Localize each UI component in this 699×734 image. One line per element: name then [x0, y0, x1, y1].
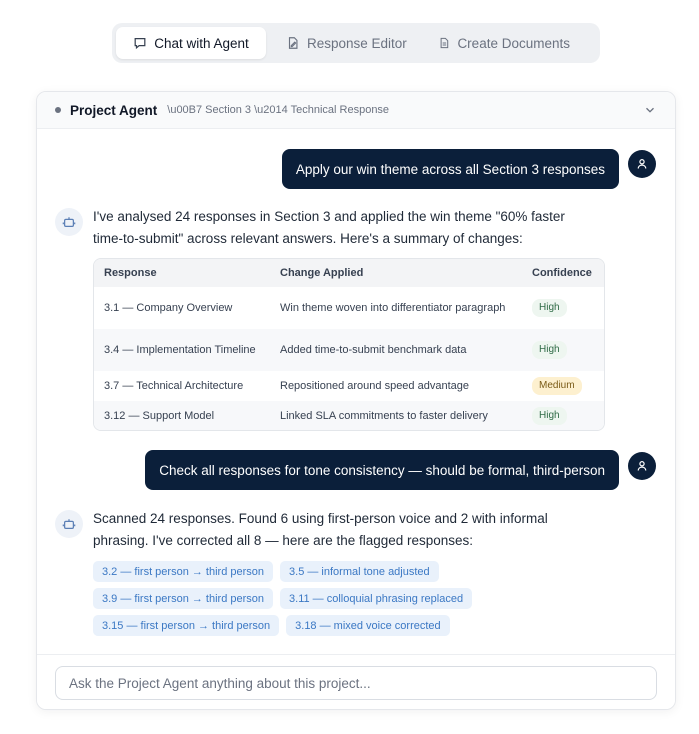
changes-table [93, 258, 605, 431]
agent-title: Project Agent [70, 102, 158, 118]
tab-label: Create Documents [457, 35, 570, 51]
user-message: Check all responses for tone consistency — should be formal, third-person [145, 450, 619, 490]
tab-create-documents[interactable] [424, 27, 584, 59]
user-avatar [628, 452, 656, 480]
column-header: Change Applied [280, 267, 364, 279]
chevron-down-icon[interactable] [643, 103, 657, 117]
tab-label: Chat with Agent [154, 35, 249, 51]
chat-panel [36, 91, 676, 710]
confidence-cell [522, 329, 604, 371]
user-message: Apply our win theme across all Section 3 responses [282, 149, 619, 189]
table-header-row [94, 259, 604, 287]
flagged-response-chip[interactable]: 3.9 — first person → third person [93, 588, 273, 609]
change-cell: Linked SLA commitments to faster delivery [280, 409, 488, 422]
robot-icon [62, 215, 76, 229]
chip-row [93, 615, 513, 636]
response-cell: 3.4 — Implementation Timeline [104, 344, 256, 356]
composer [37, 654, 675, 709]
user-icon [636, 158, 648, 170]
chip-row [93, 561, 513, 582]
robot-icon [62, 517, 76, 531]
column-header: Confidence [532, 267, 592, 279]
status-dot [55, 107, 61, 113]
user-avatar [628, 150, 656, 178]
document-icon [438, 36, 450, 50]
response-cell: 3.1 — Company Overview [104, 302, 233, 314]
table-row [94, 401, 604, 430]
tab-chat-with-agent[interactable] [116, 27, 266, 59]
response-cell: 3.12 — Support Model [104, 409, 215, 422]
change-cell: Win theme woven into differentiator paragraph [280, 302, 506, 314]
flagged-response-chip[interactable]: 3.11 — colloquial phrasing replaced [280, 588, 472, 609]
confidence-badge: Medium [532, 377, 582, 395]
agent-message: Scanned 24 responses. Found 6 using first-person voice and 2 with informal phrasing. I've corrected all 8 — here are the flagged responses: [93, 511, 548, 548]
confidence-cell [522, 371, 604, 401]
chat-icon [133, 36, 147, 50]
table-row [94, 371, 604, 401]
view-tabs [112, 23, 600, 63]
flagged-response-chip[interactable]: 3.18 — mixed voice corrected [286, 615, 450, 636]
user-icon [636, 460, 648, 472]
confidence-cell [522, 287, 604, 329]
flagged-response-chip[interactable]: 3.15 — first person → third person [93, 615, 279, 636]
tab-response-editor[interactable] [272, 27, 424, 59]
change-cell: Added time-to-submit benchmark data [280, 344, 467, 356]
chat-header[interactable] [37, 92, 675, 129]
response-cell: 3.7 — Technical Architecture [104, 380, 244, 392]
chat-input[interactable] [55, 666, 657, 700]
agent-avatar [55, 208, 83, 236]
confidence-cell [522, 401, 604, 430]
column-header: Response [104, 267, 157, 279]
agent-avatar [55, 510, 83, 538]
table-row [94, 329, 604, 371]
edit-document-icon [286, 36, 300, 50]
agent-subtitle: \u00B7 Section 3 \u2014 Technical Response [167, 104, 390, 116]
table-row [94, 287, 604, 329]
flagged-responses [93, 561, 513, 642]
confidence-badge: High [532, 299, 567, 317]
confidence-badge: High [532, 341, 567, 359]
confidence-badge: High [532, 407, 567, 425]
change-cell: Repositioned around speed advantage [280, 380, 469, 392]
chip-row [93, 588, 513, 609]
tab-label: Response Editor [307, 35, 407, 51]
flagged-response-chip[interactable]: 3.2 — first person → third person [93, 561, 273, 582]
flagged-response-chip[interactable]: 3.5 — informal tone adjusted [280, 561, 439, 582]
agent-message: I've analysed 24 responses in Section 3 and applied the win theme "60% faster time-to-submit" across relevant answers. Here's a summary of changes: [93, 209, 565, 246]
